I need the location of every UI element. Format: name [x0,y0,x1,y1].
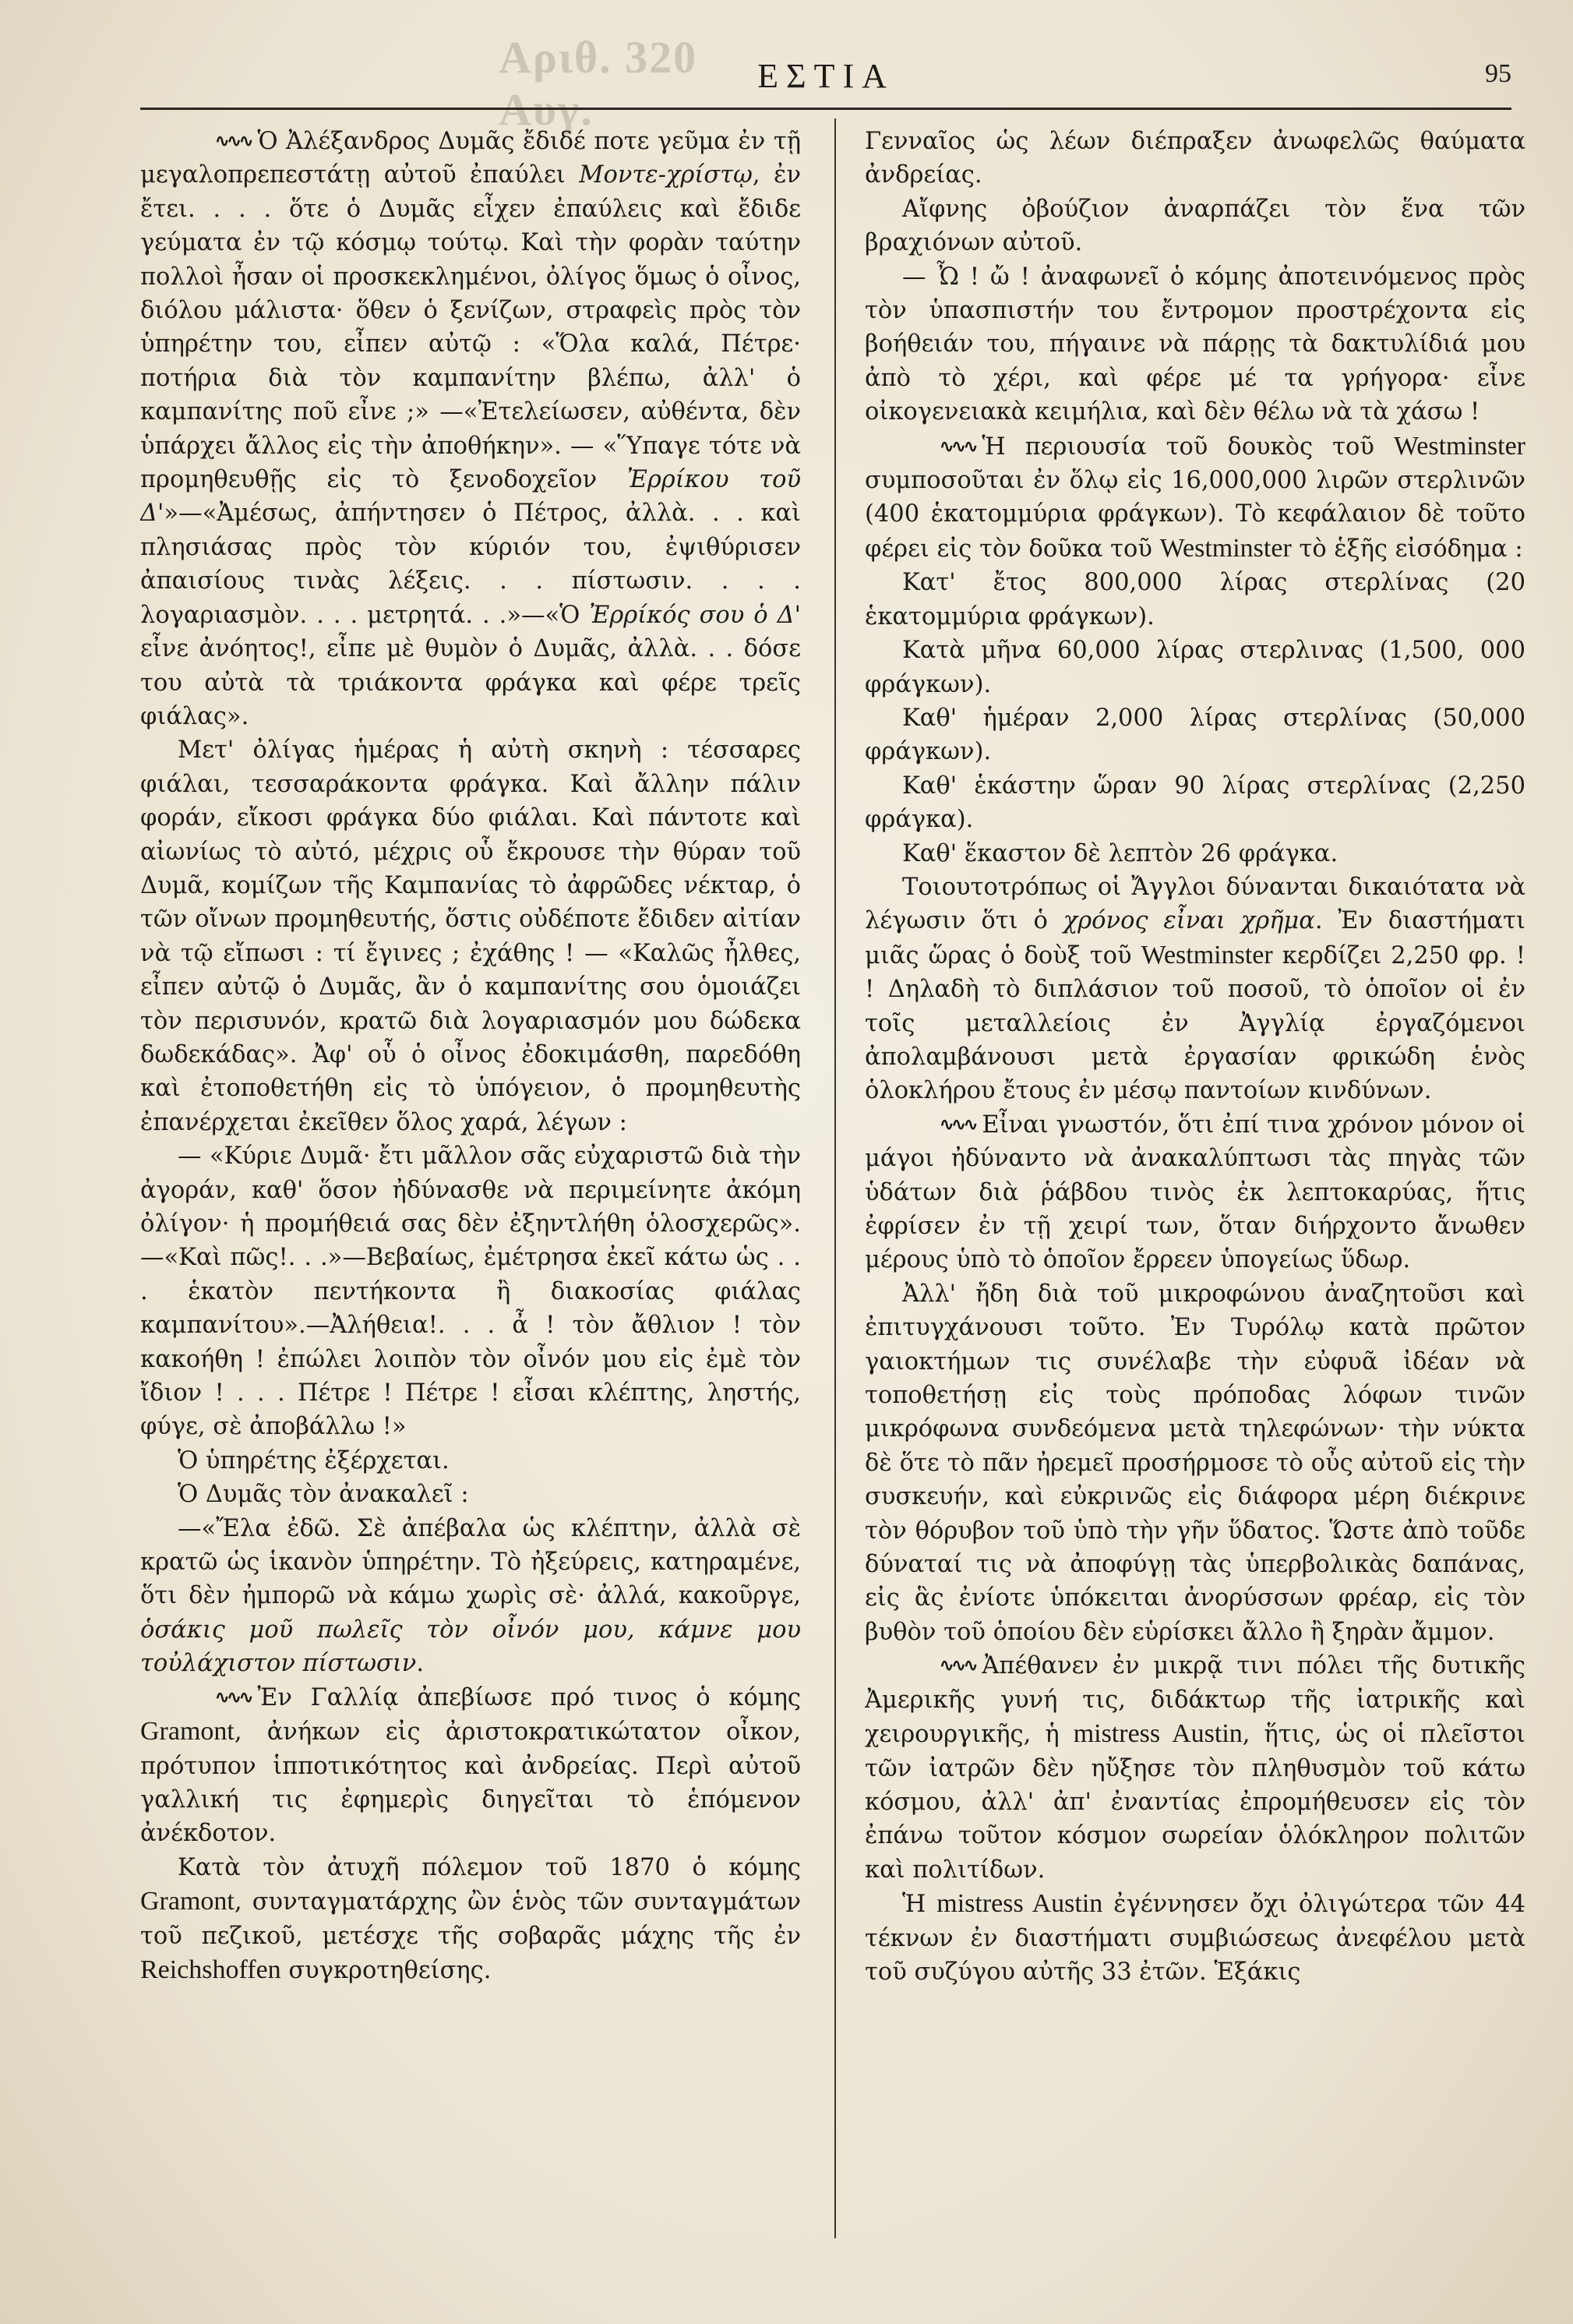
italic-run: Ἐρρίκός σου ὁ Δ' [589,601,801,629]
text-run: . Ἐν διαστήματι μιᾶς ὥρας ὁ δοὺξ τοῦ [865,907,1525,970]
text-run: ἐγέννησεν ὄχι ὀλιγώτερα τῶν 44 τέκνων ἐν διαστήματι συμβιώσεως ἀνεφέλου μετὰ τοῦ συζύγου αὐτῆς 33 ἐτῶν. Ἑξάκις [865,1891,1525,1986]
text-run: , ἥτις, ὡς οἱ πλεῖστοι τῶν ἰατρῶν δὲν ηὔξησε τὸν πληθυσμὸν τοῦ κάτω κόσμου, ἀλλ' ἀπ' ἐναντίας ἐπρομήθευσεν εἰς τὸν ἐπάνω τοῦτον κόσμον σωρείαν ὁλόκληρον πολιτῶν καὶ πολιτίδων. [865,1721,1525,1884]
article-dumas-anecdote [140,125,801,733]
text-run: Ὁ Ἀλέξανδρος Δυμᾶς ἔδιδέ ποτε γεῦμα ἐν τῇ μεγαλοπρεπεστάτῃ αὐτοῦ ἐπαύλει [140,128,801,189]
latin-name: Westminster [1159,533,1292,563]
right-column [865,125,1525,2237]
paragraph [865,871,1525,1108]
text-run: Ἡ [902,1891,937,1919]
text-run: , ἀνήκων εἰς ἀριστοκρατικώτατον οἶκον, πρότυπον ἱπποτικότητος καὶ ἀνδρείας. Περὶ αὐτοῦ γαλλική τις ἐφημερὶς διηγεῖται τὸ ἑπόμενον ἀνέκδοτον. [140,1718,801,1848]
latin-name: Gramont [140,1717,235,1747]
paragraph [140,1851,801,1988]
paragraph: Αἴφνης ὀβούζιον ἀναρπάζει τὸν ἕνα τῶν βραχιόνων αὐτοῦ. [865,195,1525,257]
section-ornament-icon: ∿∿∿ [940,436,976,457]
text-run: Ἐν Γαλλίᾳ ἀπεβίωσε πρό τινος ὁ κόμης [257,1683,801,1711]
text-run: συμποσοῦται ἐν ὅλῳ εἰς 16,000,000 λιρῶν στερλινῶν (400 ἑκατομμύρια φράγκων). Τὸ κεφάλαιον δὲ τοῦτο φέρει εἰς τὸν δοῦκα τοῦ [865,467,1525,563]
income-line: Κατὰ μῆνα 60,000 λίρας στερλινας (1,500, 000 φράγκων). [865,637,1525,698]
section-ornament-icon: ∿∿∿ [940,1114,976,1135]
latin-name: mistress Austin [936,1889,1103,1919]
paragraph [865,1887,1525,1989]
italic-run: Ἐρρίκου τοῦ Δ' [140,466,801,528]
section-ornament-icon: ∿∿∿ [215,131,252,151]
bleed-through-text: Αριθ. 320 Αυγ. [499,32,698,135]
text-run: κερδίζει 2,250 φρ. ! ! Δηλαδὴ τὸ διπλάσιον τοῦ ποσοῦ, τὸ ὁποῖον οἱ ἐν τοῖς μεταλλείοις ἐν Ἀγγλίᾳ ἐργαζόμενοι ἀπολαμβάνουσι μετὰ ἐργασίαν φρικώδη ἑνὸς ὁλοκλήρου ἔτους ἐν μέσῳ παντοίων κινδύνων. [865,941,1525,1105]
latin-name: mistress Austin [1073,1719,1243,1749]
text-run: . [416,1650,425,1678]
income-line: Καθ' ἕκαστον δὲ λεπτὸν 26 φράγκα. [902,839,1338,867]
income-line: Καθ' ἑκάστην ὥραν 90 λίρας στερλίνας (2,250 φράγκα). [865,772,1525,834]
paragraph: — «Κύριε Δυμᾶ· ἔτι μᾶλλον σᾶς εὐχαριστῶ διὰ τὴν ἀγοράν, καθ' ὅσον ἠδύνασθε νὰ περιμείνητε ἀκόμη ὀλίγον· ἡ προμήθειά σας δὲν ἐξηντλήθη ὁλοσχερῶς». —«Καὶ πῶς!. . .»—Βεβαίως, ἐμέτρησα ἐκεῖ κάτω ὡς . . . ἑκατὸν πεντήκοντα ἢ διακοσίας φιάλας καμπανίτου».—Ἀλήθεια!. . . ἆ ! τὸν ἄθλιον ! τὸν κακοήθη ! ἐπώλει λοιπὸν τὸν οἶνόν μου εἰς ἐμὲ τὸν ἴδιον ! . . . Πέτρε ! Πέτρε ! εἶσαι κλέπτης, ληστής, φύγε, σὲ ἀποβάλλω !» [140,1143,801,1441]
text-run: Κατὰ τὸν ἀτυχῆ πόλεμον τοῦ 1870 ὁ κόμης [178,1853,801,1881]
text-run: εἶνε ἀνόητος!, εἶπε μὲ θυμὸν ὁ Δυμᾶς, ἀλλὰ. . . δόσε του αὐτὰ τὰ τριάκοντα φράγκα καὶ φέρε τρεῖς φιάλας». [140,635,801,730]
text-run: Εἶναι γνωστόν, ὅτι ἐπί τινα χρόνον μόνον οἱ μάγοι ἠδύναντο νὰ ἀνακαλύπτωσι τὰς πηγὰς τῶν ὑδάτων διὰ ῥάβδου τινὸς ἐκ λεπτοκαρύας, ἥτις ἐφρίσεν ἐν τῇ χειρί των, ὅταν διήρχοντο ἄνωθεν μέρους ὑπὸ τὸ ὁποῖον ἔρρεεν ὑπογείως ὕδωρ. [865,1111,1525,1274]
left-column [140,125,801,2237]
paragraph: — Ὦ ! ὤ ! ἀναφωνεῖ ὁ κόμης ἀποτεινόμενος πρὸς τὸν ὑπασπιστήν του ἔντρομον προστρέχοντα εἰς βοήθειάν του, πήγαινε νὰ πάρῃς τὰ δακτυλίδιά μου ἀπὸ τὸ χέρι, καὶ φέρε μέ τα γρήγορα· εἶνε οἰκογενειακὰ κειμήλια, καὶ δὲν θέλω νὰ τὰ χάσω ! [865,263,1525,426]
page-number: 95 [1485,59,1511,88]
text-run: Τοιουτοτρόπως οἱ Ἄγγλοι δύνανται δικαιότατα νὰ λέγωσιν ὅτι ὁ [865,873,1525,935]
running-title: ΕΣΤΙΑ [757,57,894,95]
paragraph [140,1512,801,1681]
section-ornament-icon: ∿∿∿ [215,1686,252,1708]
paragraph: Ὁ ὑπηρέτης ἐξέρχεται. [178,1446,450,1475]
page-header [140,48,1511,108]
header-rule [140,108,1511,110]
article-gramont [140,1681,801,1851]
latin-name: Westminster [1141,940,1273,970]
latin-name: Gramont [140,1887,235,1916]
italic-run: χρόνος εἶναι χρῆμα [1063,907,1315,935]
text-run: Ἀπέθανεν ἐν μικρᾷ τινι πόλει τῆς δυτικῆς Ἀμερικῆς γυνή τις, διδάκτωρ τῆς ἰατρικῆς καὶ χειρουργικῆς, ἡ [865,1652,1525,1749]
article-mistress-austin [865,1649,1525,1887]
column-divider [834,118,836,2238]
latin-name: Westminster [1393,431,1525,461]
text-run: —«Ἔλα ἐδῶ. Σὲ ἀπέβαλα ὡς κλέπτην, ἀλλὰ σὲ κρατῶ ὡς ἱκανὸν ὑπηρέτην. Τὸ ἠξεύρεις, κατηραμένε, ὅτι δὲν ἠμπορῶ νὰ κάμω χωρὶς σὲ· ἀλλά, κακοῦργε, [140,1514,801,1610]
text-run: συγκροτηθείσης. [280,1956,492,1984]
text-run: , ἐν ἔτει. . . . ὅτε ὁ Δυμᾶς εἶχεν ἐπαύλεις καὶ ἔδιδε γεύματα ἐν τῷ κόσμῳ τούτῳ. Καὶ τὴν φορὰν ταύτην πολλοὶ ἦσαν οἱ προσκεκλημένοι, ὀλίγος ὅμως ὁ οἶνος, διόλου μάλιστα· ὅθεν ὁ ξενίζων, στραφεὶς πρὸς τὸν ὑπηρέτην του, εἶπεν αὐτῷ : «Ὅλα καλά, Πέτρε· ποτήρια διὰ τὸν καμπανίτην βλέπω, ἀλλ' ὁ καμπανίτης ποῦ εἶνε ;» —«Ἐτελείωσεν, αὐθέντα, δὲν ὑπάρχει ἄλλος εἰς τὴν ἀποθήκην». — «Ὕπαγε τότε νὰ προμηθευθῇς εἰς τὸ ξενοδοχεῖον [140,161,801,494]
section-ornament-icon: ∿∿∿ [940,1655,976,1676]
paragraph: Ἀλλ' ἤδη διὰ τοῦ μικροφώνου ἀναζητοῦσι καὶ ἐπιτυγχάνουσι τοῦτο. Ἐν Τυρόλῳ κατὰ πρῶτον γαιοκτήμων τις συνέλαβε τὴν εὐφυᾶ ἰδέαν νὰ τοποθετήσῃ εἰς τοὺς πρόποδας λόφων τινῶν μικρόφωνα συνδεόμενα μετὰ τηλεφώνων· τὴν νύκτα δὲ ὅτε τὸ πᾶν ἠρεμεῖ προσήρμοσε τὸ οὖς αὐτοῦ εἰς τὴν συσκευήν, καὶ εὐκρινῶς εἰς διάφορα μέρη διέκρινε τὸν θόρυβον τοῦ ὑπὸ τὴν γῆν ὕδατος. Ὥστε ἀπὸ τοῦδε δύναταί τις νὰ ἀποφύγῃ τὰς ὑπερβολικὰς δαπάνας, εἰς ἃς ἐνίοτε ὑπόκειται ἀνορύσσων φρέαρ, εἰς τὸν βυθὸν τοῦ ὁποίου δὲν εὑρίσκει ἄλλο ἢ ξηρὰν ἄμμον. [865,1280,1525,1646]
text-run: , συνταγματάρχης ὢν ἑνὸς τῶν συνταγμάτων τοῦ πεζικοῦ, μετέσχε τῆς σοβαρᾶς μάχης τῆς ἐν [140,1888,801,1950]
income-line: Κατ' ἔτος 800,000 λίρας στερλίνας (20 ἑκατομμύρια φράγκων). [865,569,1525,630]
text-run: »—«Ἀμέσως, ἀπήντησεν ὁ Πέτρος, ἀλλὰ. . . καὶ πλησιάσας πρὸς τὸν κύριόν του, ἐψιθύρισεν ἀπαισίους τινὰς λέξεις. . . πίστωσιν. . . . λογαριασμὸν. . . . μετρητά. . .»—«Ὁ [140,500,801,629]
paragraph: Ὁ Δυμᾶς τὸν ἀνακαλεῖ : [178,1481,469,1509]
text-run: τὸ ἑξῆς εἰσόδημα : [1291,535,1523,563]
text-run: Ἡ περιουσία τοῦ δουκὸς τοῦ [982,433,1394,461]
paragraph: Μετ' ὀλίγας ἡμέρας ἡ αὐτὴ σκηνὴ : τέσσαρες φιάλαι, τεσσαράκοντα φράγκα. Καὶ ἄλλην πάλιν φοράν, εἴκοσι φράγκα δύο φιάλαι. Καὶ πάντοτε καὶ αἰωνίως τὸ αὐτό, μέχρις οὗ ἔκρουσε τὴν θύραν τοῦ Δυμᾶ, κομίζων τῆς Καμπανίας τὸ ἀφρῶδες νέκταρ, ὁ τῶν οἴνων προμηθευτής, ὅστις οὐδέποτε ἔδιδεν αἰτίαν νὰ τῷ εἴπωσι : τί ἔγινες ; ἐχάθης ! — «Καλῶς ἦλθες, εἶπεν αὐτῷ ὁ Δυμᾶς, ἂν ὁ καμπανίτης σου ὁμοιάζει τὸν περισυνόν, κρατῶ διὰ λογαριασμόν μου δώδεκα δωδεκάδας». Ἀφ' οὗ ὁ οἶνος ἐδοκιμάσθη, παρεδόθη καὶ ἐτοποθετήθη εἰς τὸ ὑπόγειον, ὁ προμηθευτὴς ἐπανέρχεται ἐκεῖθεν ὅλος χαρά, λέγων : [140,736,801,1136]
latin-name: Reichshoffen [140,1955,281,1984]
article-water-springs [865,1108,1525,1277]
italic-run: Μοντε-χρίστῳ [579,161,753,189]
income-line: Καθ' ἡμέραν 2,000 λίρας στερλίνας (50,000 φράγκων). [865,704,1525,766]
paragraph: Γενναῖος ὡς λέων διέπραξεν ἀνωφελῶς θαύματα ἀνδρείας. [865,128,1525,189]
article-westminster [865,429,1525,567]
italic-run: ὁσάκις μοῦ πωλεῖς τὸν οἶνόν μου, κάμνε μου τοὐλάχιστον πίστωσιν [140,1616,801,1678]
